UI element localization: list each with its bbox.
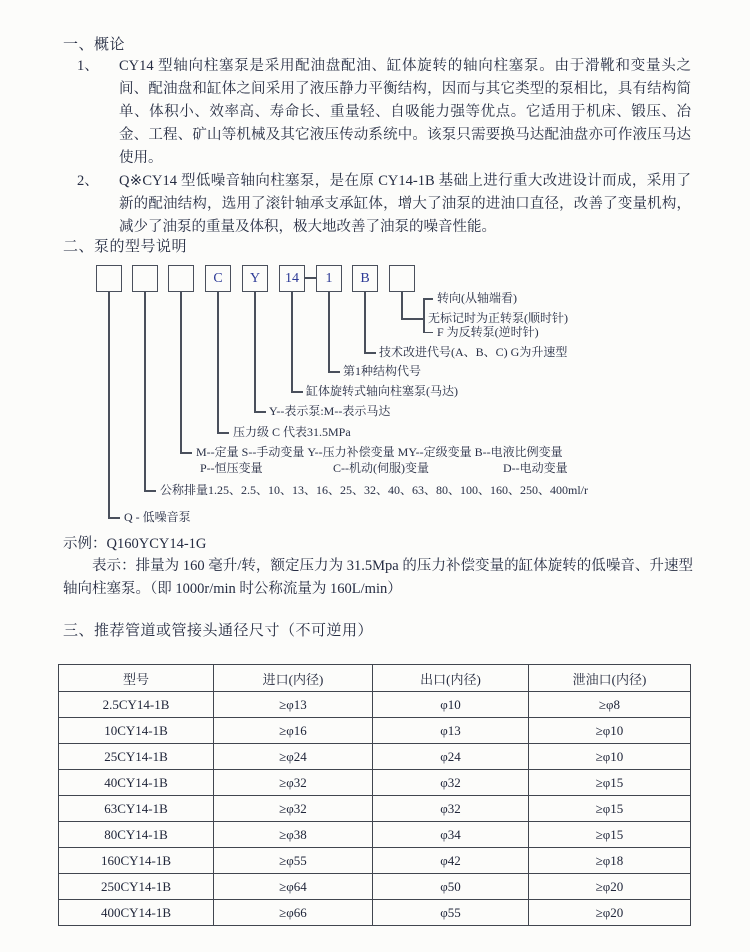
overview-item-1 — [77, 55, 691, 170]
hyphen-connector — [305, 277, 316, 279]
model-code-value: B — [360, 270, 370, 286]
cell-inlet: ≥φ16 — [214, 718, 373, 744]
label-rotation-title: 转向(从轴端看) — [437, 291, 517, 305]
cell-inlet: ≥φ24 — [214, 744, 373, 770]
table-row — [59, 796, 691, 822]
model-code-value: C — [213, 270, 223, 286]
connector-corner — [364, 352, 376, 354]
connector-line — [144, 291, 146, 492]
pipe-size-table — [58, 664, 691, 926]
connector-line — [291, 291, 293, 393]
column-header-outlet: 出口(内径) — [373, 665, 529, 692]
cell-outlet: φ55 — [373, 900, 529, 926]
cell-outlet: φ24 — [373, 744, 529, 770]
column-header-model: 型号 — [59, 665, 214, 692]
cell-model: 2.5CY14-1B — [59, 692, 214, 718]
label-pressure-class: 压力级 C 代表31.5MPa — [233, 425, 351, 439]
model-code-diagram — [0, 258, 750, 530]
table-row — [59, 692, 691, 718]
cell-inlet: ≥φ66 — [214, 900, 373, 926]
label-quiet-pump: Q - 低噪音泵 — [124, 510, 191, 524]
cell-outlet: φ13 — [373, 718, 529, 744]
cell-drain: ≥φ20 — [529, 900, 691, 926]
model-code-box-4 — [205, 265, 231, 292]
cell-outlet: φ32 — [373, 796, 529, 822]
section1-heading: 一、概论 — [63, 37, 126, 53]
cell-inlet: ≥φ13 — [214, 692, 373, 718]
table-row — [59, 718, 691, 744]
connector-corner — [144, 490, 156, 492]
connector-corner — [108, 517, 120, 519]
table-row — [59, 822, 691, 848]
cell-inlet: ≥φ32 — [214, 796, 373, 822]
overview-text-1: CY14 型轴向柱塞泵是采用配油盘配油、缸体旋转的轴向柱塞泵。由于滑靴和变量头之间、配油盘和缸体之间采用了液压静力平衡结构，因而与其它类型的泵相比，具有结构简单、体积小、效率高、寿命长、重量轻、自吸能力强等优点。它适用于机床、锻压、冶金、工程、矿山等机械及其它液压传动系统中。该泵只需要换马达配油盘亦可作液压马达使用。 — [119, 58, 691, 166]
cell-outlet: φ34 — [373, 822, 529, 848]
table-row — [59, 848, 691, 874]
cell-inlet: ≥φ38 — [214, 822, 373, 848]
cell-drain: ≥φ18 — [529, 848, 691, 874]
table-row — [59, 900, 691, 926]
section3-heading: 三、推荐管道或管接头通径尺寸（不可逆用） — [63, 623, 374, 639]
cell-drain: ≥φ10 — [529, 744, 691, 770]
list-number: 1、 — [77, 58, 99, 74]
cell-drain: ≥φ8 — [529, 692, 691, 718]
table-row — [59, 744, 691, 770]
model-code-box-2 — [132, 265, 158, 292]
cell-inlet: ≥φ64 — [214, 874, 373, 900]
label-variable-line2-d: D--电动变量 — [503, 461, 568, 475]
model-code-box-5 — [242, 265, 268, 292]
cell-outlet: φ42 — [373, 848, 529, 874]
cell-drain: ≥φ15 — [529, 796, 691, 822]
cell-drain: ≥φ10 — [529, 718, 691, 744]
label-pump-type: 缸体旋转式轴向柱塞泵(马达) — [306, 384, 458, 398]
model-code-value: 14 — [285, 270, 299, 286]
cell-outlet: φ50 — [373, 874, 529, 900]
table-row — [59, 770, 691, 796]
label-rotation-reverse: F 为反转泵(逆时针) — [437, 325, 539, 339]
label-tech-code: 技术改进代号(A、B、C) G为升速型 — [379, 345, 568, 359]
connector-line — [364, 291, 366, 354]
cell-model: 25CY14-1B — [59, 744, 214, 770]
connector-corner — [217, 432, 229, 434]
cell-model: 250CY14-1B — [59, 874, 214, 900]
connector-line — [401, 291, 403, 320]
cell-drain: ≥φ20 — [529, 874, 691, 900]
connector-line — [254, 291, 256, 413]
label-py-meaning: Y--表示泵:M--表示马达 — [269, 404, 391, 418]
column-header-inlet: 进口(内径) — [214, 665, 373, 692]
table-header-row — [59, 665, 691, 692]
overview-item-2 — [77, 170, 691, 239]
connector-line — [180, 291, 182, 454]
label-displacement: 公称排量1.25、2.5、10、13、16、25、32、40、63、80、100、160、250、400ml/r — [160, 483, 588, 497]
model-code-box-6 — [279, 265, 305, 292]
model-code-value: 1 — [325, 270, 333, 286]
rotation-bracket-tick-top — [423, 298, 433, 300]
example-title: 示例：Q160YCY14-1G — [63, 536, 207, 552]
label-rotation-default: 无标记时为正转泵(顺时针) — [428, 311, 568, 325]
cell-drain: ≥φ15 — [529, 822, 691, 848]
connector-corner — [180, 452, 192, 454]
model-code-box-3 — [168, 265, 194, 292]
cell-model: 80CY14-1B — [59, 822, 214, 848]
section2-heading: 二、泵的型号说明 — [63, 239, 188, 255]
connector-corner — [328, 371, 340, 373]
label-variable-line2-c: C--机动(伺服)变量 — [333, 461, 429, 475]
cell-outlet: φ32 — [373, 770, 529, 796]
label-structure-code: 第1种结构代号 — [343, 364, 422, 378]
cell-model: 63CY14-1B — [59, 796, 214, 822]
model-code-box-7 — [316, 265, 342, 292]
cell-model: 160CY14-1B — [59, 848, 214, 874]
example-description: 表示：排量为 160 毫升/转，额定压力为 31.5Mpa 的压力补偿变量的缸体旋转的低噪音、升速型轴向柱塞泵。（即 1000r/min 时公称流量为 160L/min） — [63, 558, 693, 597]
table-row — [59, 874, 691, 900]
model-code-box-1 — [96, 265, 122, 292]
cell-drain: ≥φ15 — [529, 770, 691, 796]
cell-inlet: ≥φ55 — [214, 848, 373, 874]
model-code-box-8 — [352, 265, 378, 292]
cell-model: 400CY14-1B — [59, 900, 214, 926]
overview-text-2: Q※CY14 型低噪音轴向柱塞泵，是在原 CY14-1B 基础上进行重大改进设计而成，采用了新的配油结构，选用了滚针轴承支承缸体，增大了油泵的进油口直径，改善了变量机构，减少了油泵的重量及体积，极大地改善了油泵的噪音性能。 — [119, 173, 691, 235]
model-code-box-9 — [389, 265, 415, 292]
cell-inlet: ≥φ32 — [214, 770, 373, 796]
rotation-bracket — [423, 298, 425, 333]
cell-outlet: φ10 — [373, 692, 529, 718]
rotation-bracket-tick-bottom — [423, 332, 433, 334]
label-variable-line2-p: P--恒压变量 — [200, 461, 263, 475]
list-number: 2、 — [77, 173, 99, 189]
connector-line — [108, 291, 110, 519]
cell-model: 40CY14-1B — [59, 770, 214, 796]
connector-line — [217, 291, 219, 434]
column-header-drain: 泄油口(内径) — [529, 665, 691, 692]
connector-corner — [291, 391, 303, 393]
connector-corner — [401, 318, 423, 320]
connector-corner — [254, 411, 266, 413]
cell-model: 10CY14-1B — [59, 718, 214, 744]
model-code-value: Y — [249, 270, 261, 286]
connector-line — [328, 291, 330, 373]
label-variable-line1: M--定量 S--手动变量 Y--压力补偿变量 MY--定级变量 B--电液比例变量 — [196, 445, 563, 459]
